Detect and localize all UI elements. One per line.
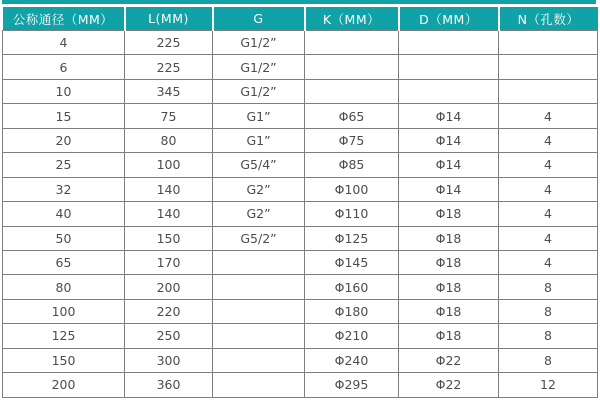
table-cell: 50 [3,226,125,250]
table-row [3,55,598,79]
table-cell [305,31,399,55]
table-cell: G1” [213,104,305,128]
table-cell: Φ100 [305,177,399,201]
table-cell: Φ18 [399,202,499,226]
table-cell: 6 [3,55,125,79]
table-cell: Φ18 [399,275,499,299]
table-cell [213,348,305,372]
table-cell [213,373,305,397]
table-row [3,177,598,201]
table-cell: 150 [3,348,125,372]
table-cell [499,55,598,79]
table-cell: Φ18 [399,324,499,348]
table-row [3,202,598,226]
table-cell: 80 [3,275,125,299]
table-cell [499,79,598,103]
table-cell: G1/2” [213,55,305,79]
table-cell: Φ18 [399,226,499,250]
table-row [3,299,598,323]
table-cell: Φ75 [305,128,399,152]
table-cell: G5/2” [213,226,305,250]
table-cell: 170 [125,250,213,274]
dimension-spec-table [2,7,598,398]
table-row [3,250,598,274]
table-cell: 4 [499,226,598,250]
column-header-N: N（孔数） [499,7,598,31]
table-cell: 8 [499,348,598,372]
column-header-nominal-diameter: 公称通径（MM） [3,7,125,31]
table-cell: 4 [499,177,598,201]
table-cell: 10 [3,79,125,103]
table-cell: 15 [3,104,125,128]
table-cell: 4 [499,128,598,152]
table-cell: 100 [125,153,213,177]
table-cell [499,31,598,55]
table-cell: 20 [3,128,125,152]
table-row [3,128,598,152]
table-cell: 8 [499,275,598,299]
table-cell: 100 [3,299,125,323]
table-cell: 4 [499,202,598,226]
table-row [3,373,598,397]
table-cell [213,324,305,348]
table-cell: 140 [125,177,213,201]
table-row [3,226,598,250]
table-cell: G2” [213,202,305,226]
column-header-L: L(MM) [125,7,213,31]
table-row [3,324,598,348]
table-cell: Φ22 [399,373,499,397]
table-cell: Φ85 [305,153,399,177]
table-cell: Φ295 [305,373,399,397]
table-cell: G1/2” [213,31,305,55]
table-row [3,104,598,128]
table-cell [305,79,399,103]
table-cell: 4 [499,153,598,177]
table-cell: 4 [3,31,125,55]
column-header-K: K（MM） [305,7,399,31]
table-cell: 250 [125,324,213,348]
table-cell: 80 [125,128,213,152]
table-cell: 125 [3,324,125,348]
table-cell: 4 [499,104,598,128]
header-row [3,7,598,31]
table-cell: Φ14 [399,177,499,201]
table-row [3,348,598,372]
table-cell: 8 [499,324,598,348]
table-cell: 8 [499,299,598,323]
table-cell [213,299,305,323]
table-cell: Φ210 [305,324,399,348]
table-cell: Φ110 [305,202,399,226]
table-row [3,153,598,177]
table-cell: Φ18 [399,299,499,323]
table-cell: 200 [125,275,213,299]
table-cell [399,31,499,55]
table-cell: Φ14 [399,104,499,128]
table-cell: 140 [125,202,213,226]
table-cell: 75 [125,104,213,128]
table-row [3,275,598,299]
table-cell [399,79,499,103]
table-cell: Φ240 [305,348,399,372]
table-cell: 200 [3,373,125,397]
table-cell: Φ14 [399,153,499,177]
table-cell: 40 [3,202,125,226]
table-row [3,79,598,103]
table-cell: 220 [125,299,213,323]
table-cell: 360 [125,373,213,397]
table-cell: 25 [3,153,125,177]
table-row [3,31,598,55]
table-cell: Φ14 [399,128,499,152]
table-cell: Φ145 [305,250,399,274]
table-cell: G5/4” [213,153,305,177]
column-header-G: G [213,7,305,31]
table-cell: 12 [499,373,598,397]
table-cell: 225 [125,55,213,79]
table-cell: 65 [3,250,125,274]
table-cell: Φ160 [305,275,399,299]
table-cell: 300 [125,348,213,372]
table-cell: Φ125 [305,226,399,250]
table-cell [213,250,305,274]
table-cell: 32 [3,177,125,201]
table-cell: Φ65 [305,104,399,128]
column-header-D: D（MM） [399,7,499,31]
table-cell: G1” [213,128,305,152]
table-cell [399,55,499,79]
table-cell [305,55,399,79]
table-cell: Φ22 [399,348,499,372]
table-cell: G2” [213,177,305,201]
top-accent-bar [2,0,596,4]
table-cell: 4 [499,250,598,274]
table-cell: G1/2” [213,79,305,103]
table-cell: Φ18 [399,250,499,274]
table-cell [213,275,305,299]
table-cell: 345 [125,79,213,103]
table-cell: Φ180 [305,299,399,323]
table-cell: 225 [125,31,213,55]
table-cell: 150 [125,226,213,250]
